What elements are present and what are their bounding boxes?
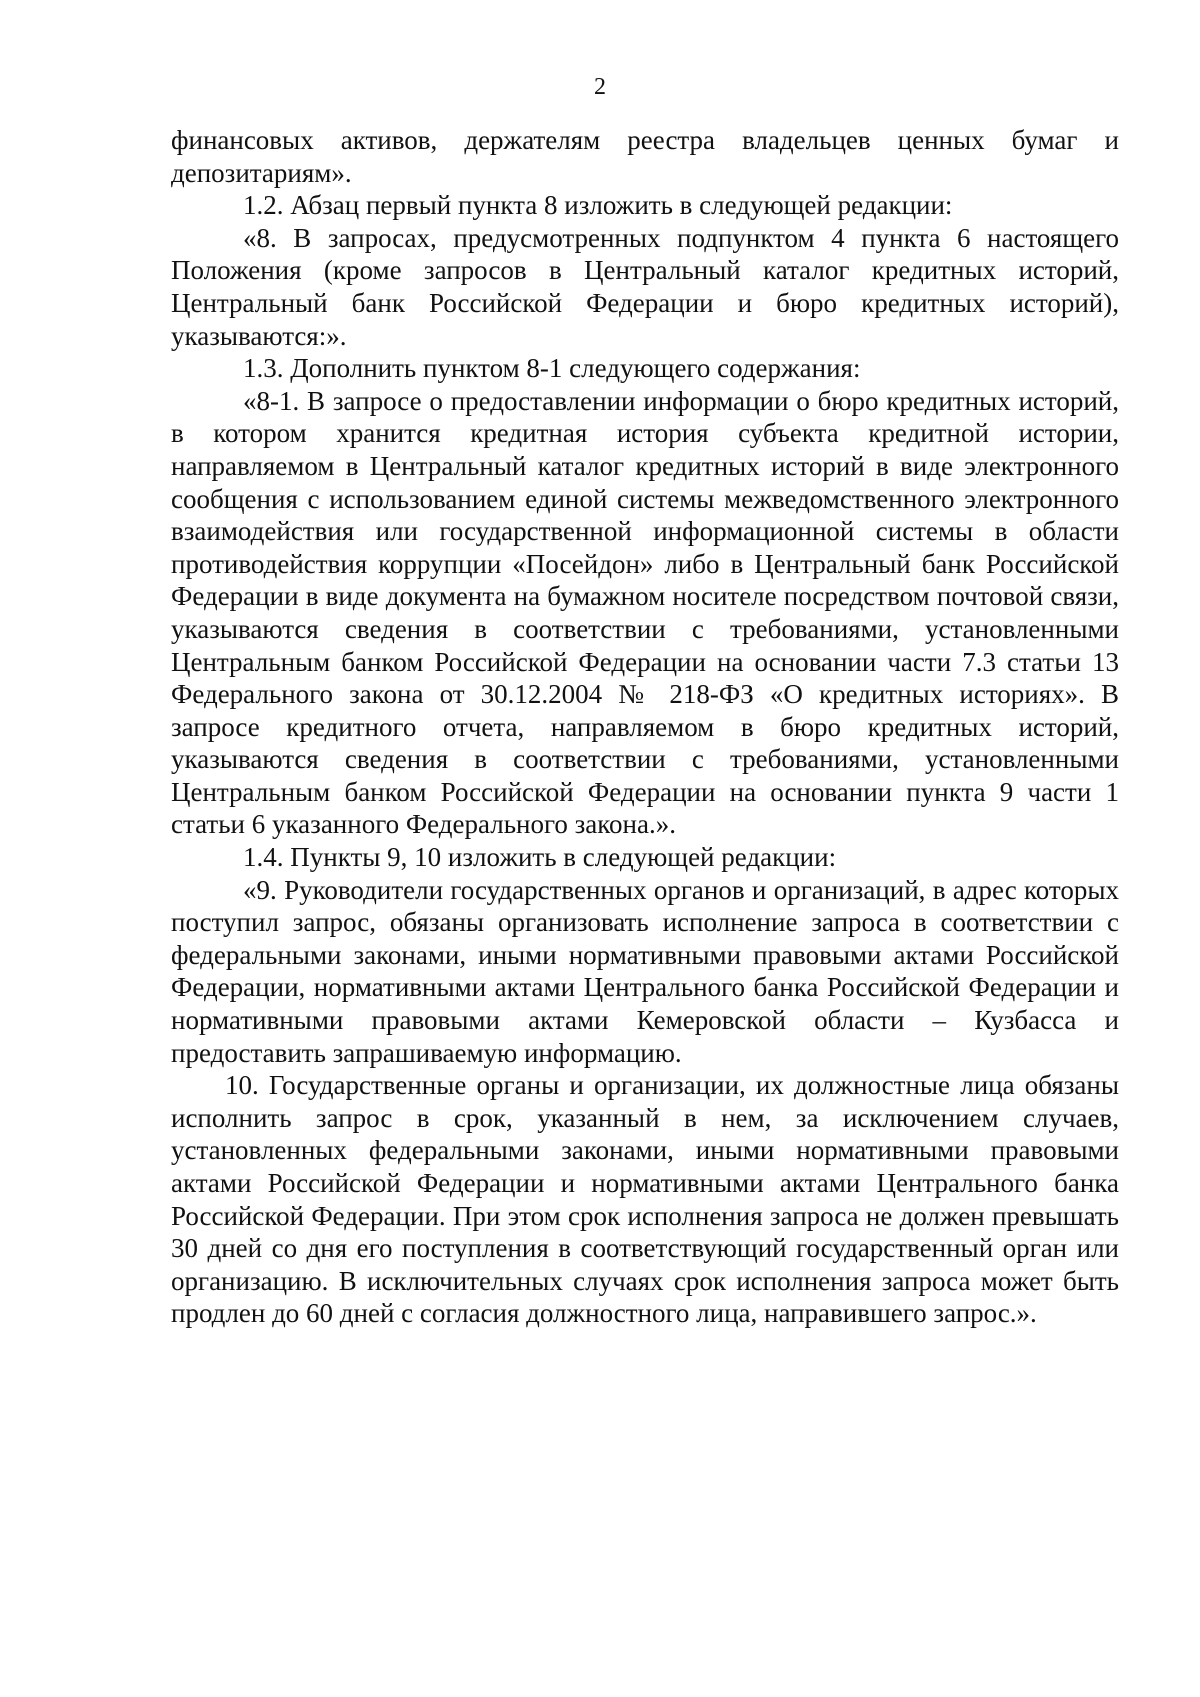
paragraph-amendment-1-2: 1.2. Абзац первый пункта 8 изложить в следующей редакции: [243,190,953,221]
paragraph-item-8: «8. В запросах, предусмотренных подпунктом 4 пункта 6 настоящего Положения (кроме запросов в Центральный каталог кредитных историй, Центральный банк Российской Федерации и бюро кредитных историй), указываются:». [171,222,1119,351]
paragraph-item-9: «9. Руководители государственных органов и организаций, в адрес которых поступил запрос, обязаны организовать исполнение запроса в соответствии с федеральными законами, иными нормативными правовыми актами Российской Федерации, нормативными актами Центрального банка Российской Федерации и нормативными правовыми актами Кемеровской области – Кузбасса и предоставить запрашиваемую информацию. [171,874,1119,1068]
paragraph-amendment-1-3: 1.3. Дополнить пунктом 8-1 следующего содержания: [243,353,861,384]
paragraph-item-10: 10. Государственные органы и организации, их должностные лица обязаны исполнить запрос в срок, указанный в нем, за исключением случаев, установленных федеральными законами, иными нормативными правовыми актами Российской Федерации и нормативными актами Центрального банка Российской Федерации. При этом срок исполнения запроса не должен превышать 30 дней со дня его поступления в соответствующий государственный орган или организацию. В исключительных случаях срок исполнения запроса может быть продлен до 60 дней с согласия должностного лица, направившего запрос.». [171,1070,1119,1329]
paragraph-amendment-1-4: 1.4. Пункты 9, 10 изложить в следующей редакции: [243,842,837,873]
document-body [171,124,1119,1330]
paragraph-item-8-1: «8-1. В запросе о предоставлении информации о бюро кредитных историй, в котором хранится кредитная история субъекта кредитной истории, направляемом в Центральный каталог кредитных историй в виде электронного сообщения с использованием единой системы межведомственного электронного взаимодействия или государственной информационной системы в области противодействия коррупции «Посейдон» либо в Центральный банк Российской Федерации в виде документа на бумажном носителе посредством почтовой связи, указываются сведения в соответствии с требованиями, установленными Центральным банком Российской Федерации на основании части 7.3 статьи 13 Федерального закона от 30.12.2004 № 218-ФЗ «О кредитных историях». В запросе кредитного отчета, направляемом в бюро кредитных историй, указываются сведения в соответствии с требованиями, установленными Центральным банком Российской Федерации на основании пункта 9 части 1 статьи 6 указанного Федерального закона.». [171,385,1119,840]
paragraph-continuation: финансовых активов, держателям реестра владельцев ценных бумаг и депозитариям». [171,125,1119,188]
page-number: 2 [594,74,606,100]
